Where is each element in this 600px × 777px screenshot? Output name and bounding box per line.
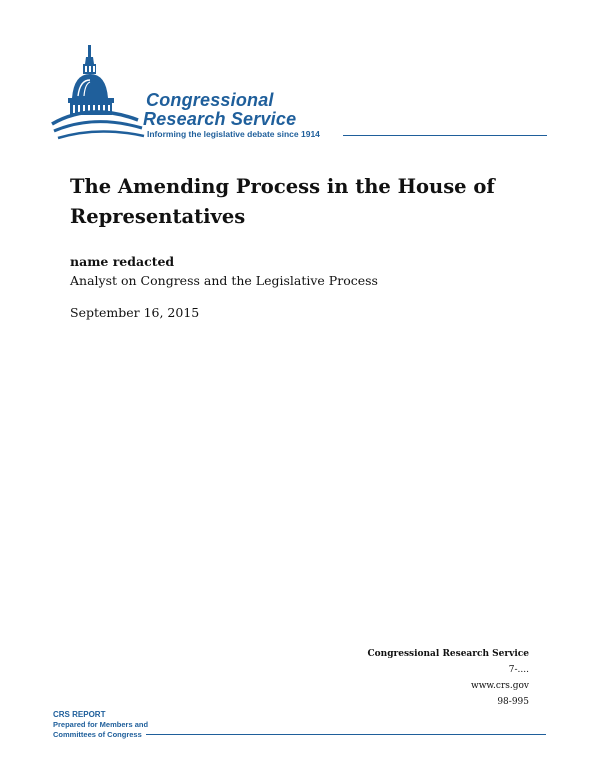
footer-rule (146, 734, 546, 735)
footer-line3: Committees of Congress (53, 730, 142, 739)
contact-block (367, 646, 529, 710)
phone-number: 7-.... (508, 665, 529, 675)
website-link[interactable]: www.crs.gov (471, 681, 529, 691)
footer-crs-report: CRS REPORT (53, 710, 106, 719)
report-number: 98-995 (497, 697, 529, 707)
report-date: September 16, 2015 (70, 305, 200, 320)
footer-line2: Prepared for Members and (53, 720, 149, 729)
tagline-rule (343, 135, 547, 136)
brand-name-line2: Research Service (143, 109, 297, 129)
brand-name-line1: Congressional (146, 90, 274, 110)
author-name: name redacted (70, 254, 175, 269)
crs-logo (50, 40, 550, 150)
report-title: The Amending Process in the House of Representatives (70, 175, 495, 228)
footer-label (53, 710, 148, 740)
author-role: Analyst on Congress and the Legislative Process (70, 273, 378, 288)
brand-tagline: Informing the legislative debate since 1914 (147, 129, 320, 139)
capitol-dome-icon (50, 40, 150, 150)
organization-name: Congressional Research Service (367, 649, 529, 659)
